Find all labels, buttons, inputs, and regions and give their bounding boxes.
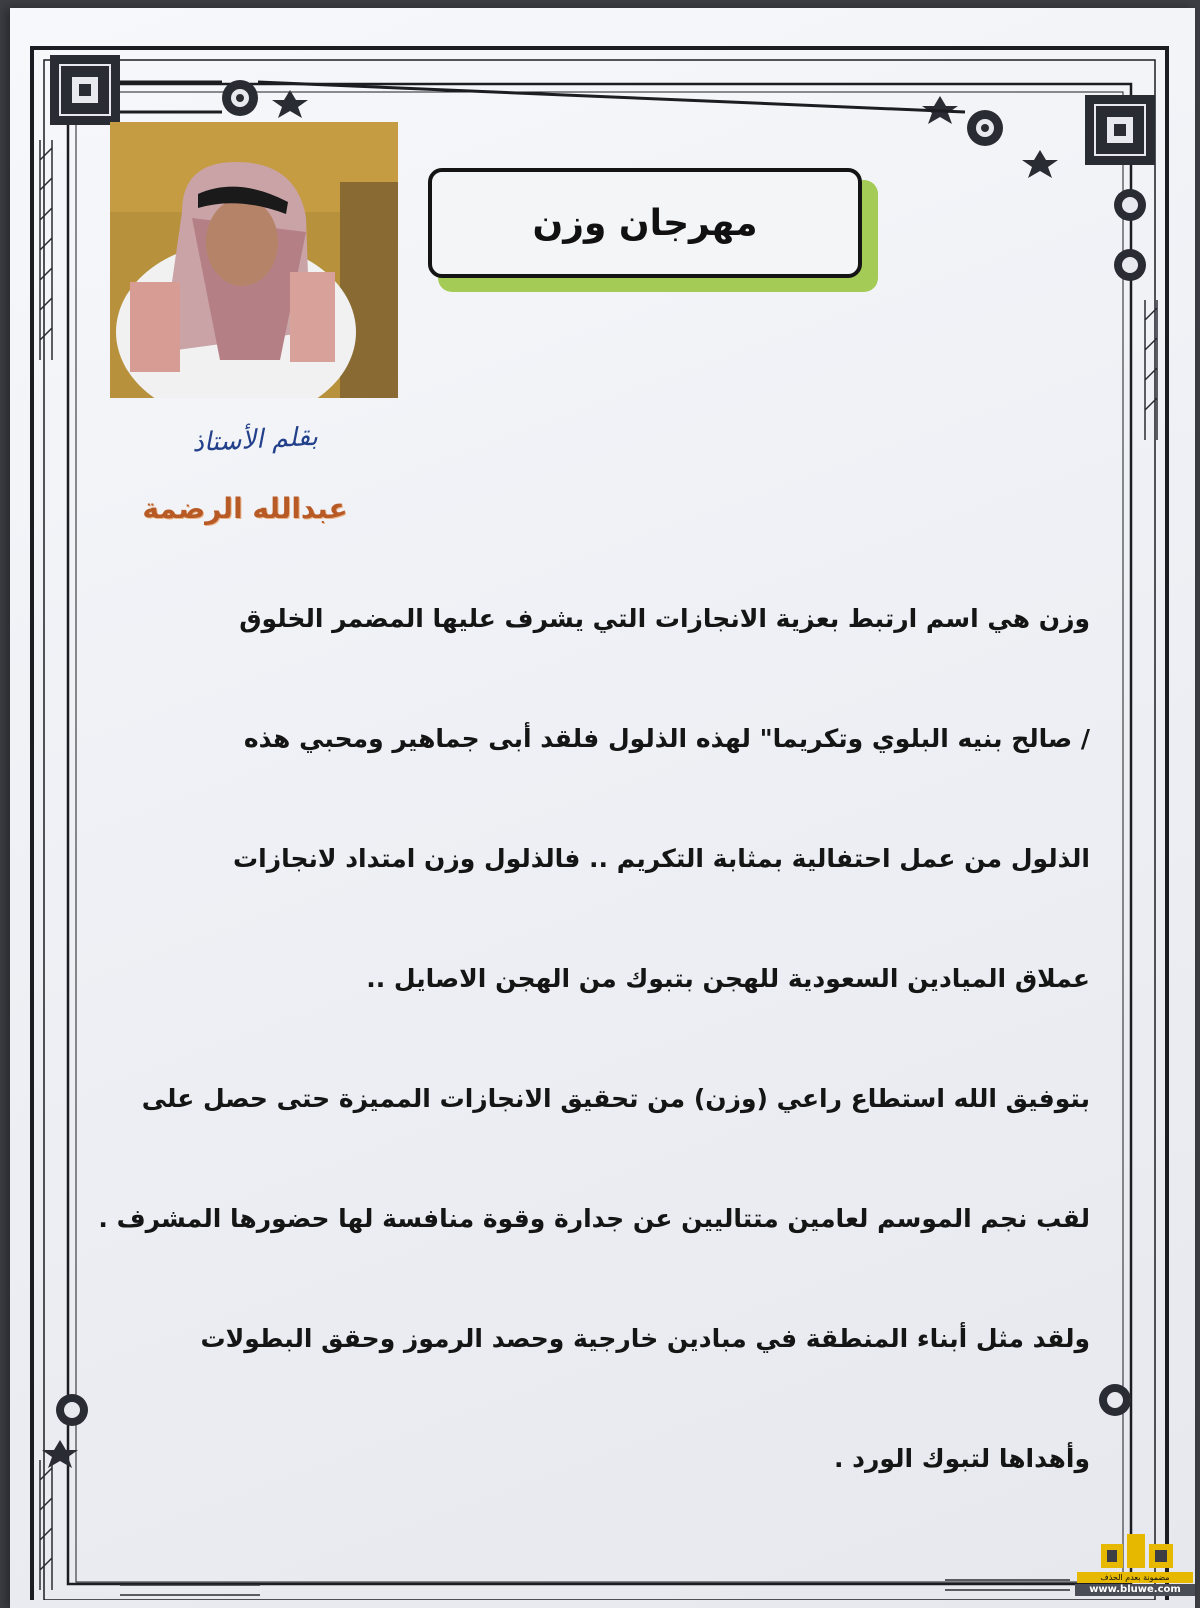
site-watermark: [1075, 1530, 1195, 1596]
corner-ornament-top-right: [1085, 95, 1155, 165]
corner-ornament-top-left: [50, 55, 120, 125]
watermark-url: www.bluwe.com: [1075, 1584, 1195, 1596]
body-line: ولقد مثل أبناء المنطقة في مبادين خارجية وحصد الرموز وحقق البطولات: [200, 1324, 1090, 1353]
body-line: / صالح بنيه البلوي وتكريما" لهذه الذلول فلقد أبى جماهير ومحبي هذه: [243, 724, 1090, 753]
body-line: عملاق الميادين السعودية للهجن بتبوك من الهجن الاصايل ..: [366, 964, 1090, 993]
title-box: [428, 168, 872, 286]
watermark-logo-icon: [1097, 1530, 1177, 1570]
title-frame: [428, 168, 862, 278]
body-line: الذلول من عمل احتفالية بمثابة التكريم .. فالذلول وزن امتداد لانجازات: [233, 844, 1090, 873]
watermark-tagline: مضمونة بعدم الحذف: [1077, 1572, 1193, 1583]
body-line: وأهداها لتبوك الورد .: [833, 1444, 1090, 1473]
body-line: لقب نجم الموسم لعامين متتاليين عن جدارة وقوة منافسة لها حضورها المشرف .: [98, 1204, 1090, 1233]
body-line: بتوفيق الله استطاع راعي (وزن) من تحقيق الانجازات المميزة حتى حصل على: [141, 1084, 1090, 1113]
author-photo: [110, 122, 398, 398]
byline: بقلم الأستاذ: [191, 421, 319, 459]
article-title: مهرجان وزن: [532, 202, 758, 244]
body-line: وزن هي اسم ارتبط بعزية الانجازات التي يشرف عليها المضمر الخلوق: [239, 604, 1090, 633]
author-name: عبدالله الرضمة: [142, 492, 348, 525]
article-body: [95, 590, 1090, 1550]
